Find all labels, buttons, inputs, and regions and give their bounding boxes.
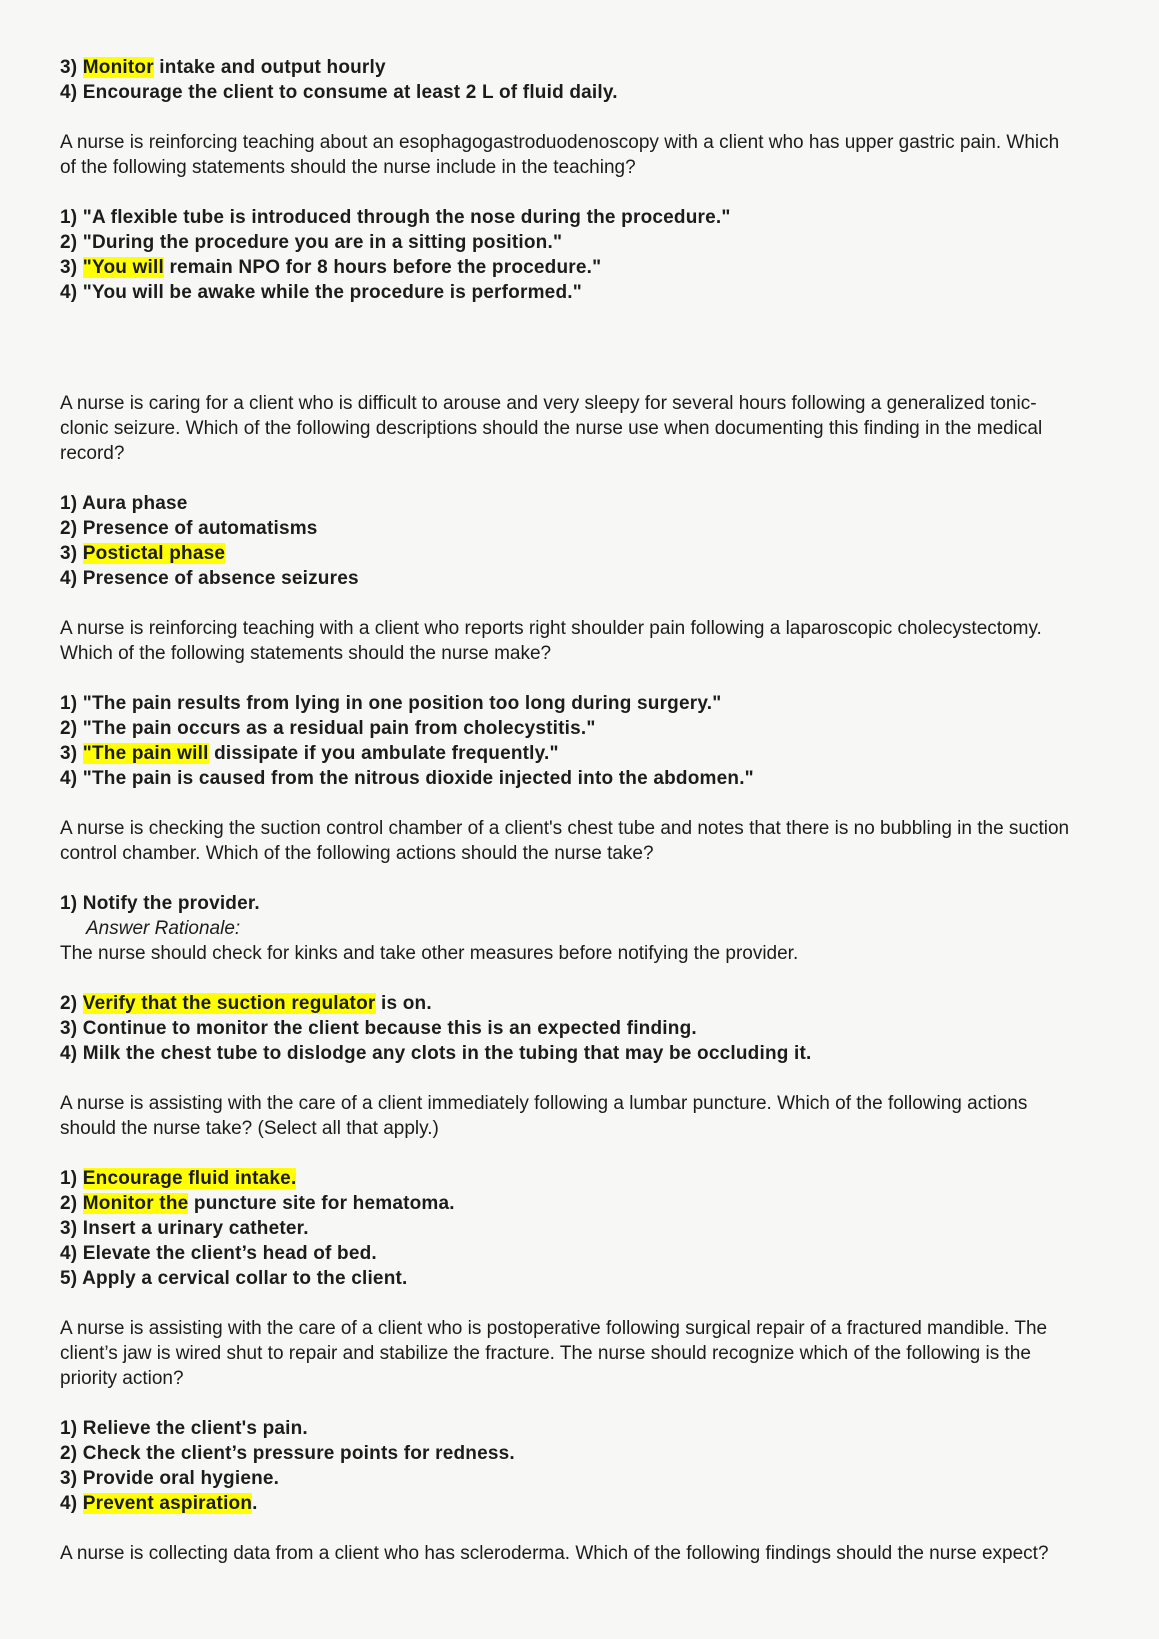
answer-option [60,716,1075,741]
option-text: 3) Provide oral hygiene. [60,1468,280,1489]
option-text: 4) Encourage the client to consume at least 2 L of fluid daily. [60,82,618,103]
options [60,205,1075,305]
option-text: 4) Milk the chest tube to dislodge any clots in the tubing that may be occluding it. [60,1043,812,1064]
highlighted-text: "You will [82,257,164,278]
answer-option [60,1041,1075,1066]
option-text: 2) "The pain occurs as a residual pain from cholecystitis." [60,718,596,739]
answer-option [60,691,1075,716]
option-text: 4) [60,1493,83,1514]
answer-option [60,280,1075,305]
answer-option [60,1466,1075,1491]
highlighted-text: Monitor [82,57,154,78]
answer-option [60,230,1075,255]
answer-option [60,891,1075,916]
option-text: is on. [375,993,432,1014]
option-text: 2) Check the client’s pressure points for redness. [60,1443,515,1464]
options [60,1416,1075,1516]
rationale-label: Answer Rationale: [86,918,241,939]
option-text: . [252,1493,258,1514]
option-text: 1) "The pain results from lying in one position too long during surgery." [60,693,722,714]
answer-option [60,766,1075,791]
answer-option [60,1266,1075,1291]
option-text: 4) "The pain is caused from the nitrous dioxide injected into the abdomen." [60,768,754,789]
option-text: 3) [60,257,83,278]
option-text: 3) Continue to monitor the client because this is an expected finding. [60,1018,697,1039]
option-text: 4) "You will be awake while the procedure is performed." [60,282,582,303]
rationale-text: The nurse should check for kinks and take other measures before notifying the provider. [60,943,799,964]
question-text: A nurse is assisting with the care of a client who is postoperative following surgical repair of a fractured mandible. The client’s jaw is wired shut to repair and stabilize the fracture. The nurse should recognize which of the following is the priority action? [60,1318,1048,1389]
options [60,691,1075,791]
spacer [60,330,1075,366]
option-text: 2) [60,1193,83,1214]
option-text: 3) [60,743,83,764]
highlighted-text: Prevent aspiration [82,1493,253,1514]
option-text: 5) Apply a cervical collar to the client. [60,1268,408,1289]
options [60,991,1075,1066]
option-text: 1) Aura phase [60,493,188,514]
option-text: 1) [60,1168,83,1189]
options [60,491,1075,591]
option-text: dissipate if you ambulate frequently." [208,743,559,764]
answer-option [60,1166,1075,1191]
answer-option [60,255,1075,280]
answer-option [60,566,1075,591]
options [60,1166,1075,1291]
option-text: 1) "A flexible tube is introduced through the nose during the procedure." [60,207,731,228]
highlighted-text: Verify that the suction regulator [82,993,376,1014]
question-text: A nurse is caring for a client who is difficult to arouse and very sleepy for several hours following a generalized tonic-clonic seizure. Which of the following descriptions should the nurse use when documenting this finding in the medical record? [60,393,1043,464]
document-content [60,55,1075,1566]
option-text: 3) [60,57,83,78]
question-text: A nurse is reinforcing teaching with a client who reports right shoulder pain following a laparoscopic cholecystectomy. Which of the following statements should the nurse make? [60,618,1042,664]
option-text: 4) Elevate the client’s head of bed. [60,1243,377,1264]
answer-option [60,1416,1075,1441]
option-text: puncture site for hematoma. [188,1193,455,1214]
highlighted-text: Monitor the [82,1193,189,1214]
options [60,55,1075,105]
answer-option [60,1241,1075,1266]
answer-option [60,1191,1075,1216]
option-text: 2) Presence of automatisms [60,518,318,539]
answer-option [60,991,1075,1016]
question-text: A nurse is reinforcing teaching about an esophagogastroduodenoscopy with a client who has upper gastric pain. Which of the following statements should the nurse include in the teaching? [60,132,1060,178]
answer-option [60,80,1075,105]
question-text: A nurse is assisting with the care of a client immediately following a lumbar puncture. Which of the following actions should the nurse take? (Select all that apply.) [60,1093,1028,1139]
answer-option [60,1016,1075,1041]
answer-option [60,205,1075,230]
question-text: A nurse is checking the suction control chamber of a client's chest tube and notes that there is no bubbling in the suction control chamber. Which of the following actions should the nurse take? [60,818,1070,864]
option-text: 1) Relieve the client's pain. [60,1418,308,1439]
highlighted-text: Encourage fluid intake. [82,1168,297,1189]
highlighted-text: "The pain will [82,743,209,764]
option-text: 2) [60,993,83,1014]
options [60,891,1075,916]
answer-option [60,1441,1075,1466]
option-text: intake and output hourly [153,57,386,78]
answer-option [60,741,1075,766]
answer-option [60,1491,1075,1516]
option-text: 1) Notify the provider. [60,893,260,914]
answer-option [60,55,1075,80]
option-text: remain NPO for 8 hours before the procedure." [163,257,602,278]
highlighted-text: Postictal phase [82,543,226,564]
option-text: 2) "During the procedure you are in a sitting position." [60,232,563,253]
option-text: 3) [60,543,83,564]
answer-option [60,516,1075,541]
option-text: 4) Presence of absence seizures [60,568,359,589]
answer-option [60,541,1075,566]
answer-option [60,491,1075,516]
question-text: A nurse is collecting data from a client who has scleroderma. Which of the following findings should the nurse expect? [60,1543,1049,1564]
answer-option [60,1216,1075,1241]
option-text: 3) Insert a urinary catheter. [60,1218,309,1239]
